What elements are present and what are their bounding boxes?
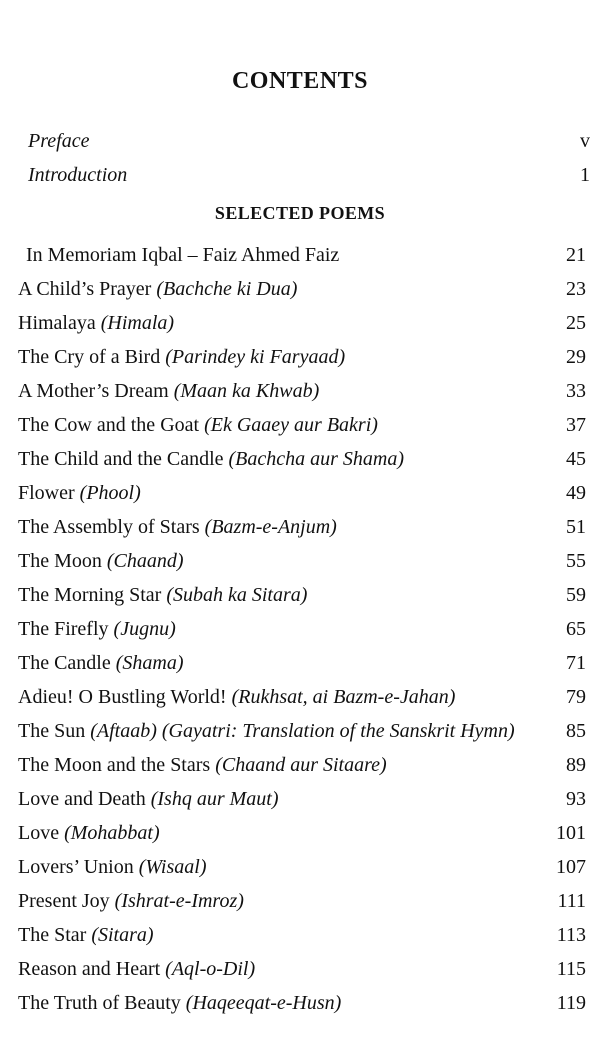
poem-original-title: (Ishq aur Maut)	[150, 787, 279, 810]
toc-entry-page: 119	[556, 991, 586, 1014]
toc-entry-page: 59	[566, 583, 586, 606]
toc-entry[interactable]	[18, 442, 586, 476]
poem-title: In Memoriam Iqbal – Faiz Ahmed Faiz	[26, 243, 340, 266]
toc-entry[interactable]	[18, 646, 586, 680]
toc-entry[interactable]	[18, 340, 586, 374]
front-matter-row-preface[interactable]	[28, 130, 590, 153]
toc-entry[interactable]	[18, 816, 586, 850]
poem-original-title: (Parindey ki Faryaad)	[165, 345, 346, 368]
front-matter-row-introduction[interactable]	[28, 164, 590, 187]
toc-entry-title	[18, 890, 244, 913]
toc-entry[interactable]	[18, 714, 586, 748]
toc-entry-page: 51	[566, 515, 586, 538]
poem-original-title: (Himala)	[100, 311, 175, 334]
toc-entry-title	[18, 380, 319, 403]
toc-entry-page: 107	[556, 855, 586, 878]
toc-entry-page: 33	[566, 379, 586, 402]
toc-entry-title	[18, 278, 297, 301]
front-matter-title: Introduction	[28, 164, 128, 186]
toc-entry-page: 115	[556, 957, 586, 980]
toc-entry-page: 111	[557, 889, 586, 912]
toc-entry[interactable]	[18, 680, 586, 714]
toc-entry-page: 29	[566, 345, 586, 368]
poem-original-title: (Rukhsat, ai Bazm-e-Jahan)	[231, 685, 456, 708]
poem-title: Adieu! O Bustling World!	[18, 685, 232, 708]
front-matter-page: v	[580, 130, 590, 152]
toc-entry[interactable]	[18, 850, 586, 884]
toc-entry[interactable]	[18, 476, 586, 510]
toc-entry[interactable]	[18, 986, 586, 1020]
poem-title: The Firefly	[18, 617, 114, 640]
poem-original-title: (Shama)	[115, 651, 184, 674]
poem-title: The Star	[18, 923, 92, 946]
toc-entry[interactable]	[18, 408, 586, 442]
toc-entry[interactable]	[18, 544, 586, 578]
toc-entry[interactable]	[18, 272, 586, 306]
toc-entry-page: 101	[556, 821, 586, 844]
toc-entry-page: 21	[566, 243, 586, 266]
poem-original-title: (Maan ka Khwab)	[173, 379, 320, 402]
poem-original-title: (Wisaal)	[138, 855, 207, 878]
poem-original-title: (Aql-o-Dil)	[165, 957, 256, 980]
toc-entry-page: 113	[556, 923, 586, 946]
front-matter-page: 1	[580, 164, 590, 186]
poem-title: The Sun	[18, 719, 91, 742]
poem-title: The Assembly of Stars	[18, 515, 205, 538]
toc-entry-title	[18, 992, 341, 1015]
poem-title: The Morning Star	[18, 583, 167, 606]
toc-entry[interactable]	[18, 374, 586, 408]
toc-entry[interactable]	[18, 306, 586, 340]
toc-entry-title	[18, 958, 255, 981]
toc-entry-title	[18, 448, 404, 471]
poem-original-title: (Chaand)	[106, 549, 184, 572]
toc-entry[interactable]	[18, 238, 586, 272]
toc-entry-page: 85	[566, 719, 586, 742]
toc-entry-page: 55	[566, 549, 586, 572]
toc-entry[interactable]	[18, 782, 586, 816]
poem-title: The Moon and the Stars	[18, 753, 216, 776]
toc-entry-page: 93	[566, 787, 586, 810]
toc-entry-title	[18, 550, 184, 573]
poem-original-title: (Ishrat-e-Imroz)	[114, 889, 244, 912]
toc-entry-page: 23	[566, 277, 586, 300]
toc-entry-title	[18, 924, 154, 947]
toc-entry-title	[18, 822, 160, 845]
toc-list	[18, 238, 586, 1020]
poem-title: Flower	[18, 481, 80, 504]
poem-original-title: (Mohabbat)	[64, 821, 160, 844]
toc-entry-title	[18, 346, 345, 369]
toc-entry-title	[18, 516, 337, 539]
poem-title: Love	[18, 821, 65, 844]
toc-entry-page: 79	[566, 685, 586, 708]
toc-entry-page: 25	[566, 311, 586, 334]
toc-entry[interactable]	[18, 510, 586, 544]
toc-entry-title	[18, 584, 307, 607]
poem-title: A Mother’s Dream	[18, 379, 174, 402]
poem-original-title: (Bazm-e-Anjum)	[204, 515, 337, 538]
poem-title: Love and Death	[18, 787, 151, 810]
poem-original-title: (Haqeeqat-e-Husn)	[185, 991, 342, 1014]
toc-entry-page: 49	[566, 481, 586, 504]
toc-entry-title	[18, 788, 279, 811]
toc-entry[interactable]	[18, 918, 586, 952]
toc-entry-title	[18, 720, 515, 743]
toc-entry-title	[18, 482, 141, 505]
toc-entry-title	[18, 414, 378, 437]
poem-original-title: (Subah ka Sitara)	[166, 583, 308, 606]
toc-entry-page: 37	[566, 413, 586, 436]
toc-entry[interactable]	[18, 578, 586, 612]
contents-heading: CONTENTS	[231, 68, 369, 94]
poem-title: Present Joy	[18, 889, 115, 912]
poem-title: Himalaya	[18, 311, 101, 334]
toc-entry[interactable]	[18, 748, 586, 782]
poem-original-title: (Ek Gaaey aur Bakri)	[204, 413, 378, 436]
poem-title: Reason and Heart	[18, 957, 166, 980]
toc-entry-title	[18, 312, 174, 335]
toc-entry[interactable]	[18, 612, 586, 646]
section-heading: SELECTED POEMS	[214, 203, 386, 223]
toc-entry-title	[18, 856, 207, 879]
poem-original-title: (Aftaab) (Gayatri: Translation of the Sanskrit Hymn)	[90, 719, 515, 742]
poem-title: The Cry of a Bird	[18, 345, 166, 368]
poem-title: The Child and the Candle	[18, 447, 229, 470]
front-matter-title: Preface	[28, 130, 90, 152]
poem-title: The Moon	[18, 549, 107, 572]
toc-entry-title	[18, 652, 184, 675]
toc-entry-title	[26, 244, 339, 267]
poem-title: The Candle	[18, 651, 116, 674]
poem-title: A Child’s Prayer	[18, 277, 157, 300]
poem-original-title: (Chaand aur Sitaare)	[215, 753, 387, 776]
poem-original-title: (Bachche ki Dua)	[156, 277, 298, 300]
poem-original-title: (Jugnu)	[113, 617, 176, 640]
toc-entry-title	[18, 686, 455, 709]
toc-entry[interactable]	[18, 884, 586, 918]
poem-original-title: (Phool)	[79, 481, 141, 504]
poem-original-title: (Sitara)	[91, 923, 154, 946]
toc-entry-page: 45	[566, 447, 586, 470]
toc-entry-page: 65	[566, 617, 586, 640]
toc-entry-title	[18, 754, 387, 777]
poem-original-title: (Bachcha aur Shama)	[228, 447, 405, 470]
toc-entry-title	[18, 618, 176, 641]
toc-entry-page: 71	[566, 651, 586, 674]
toc-entry-page: 89	[566, 753, 586, 776]
poem-title: The Truth of Beauty	[18, 991, 186, 1014]
toc-entry[interactable]	[18, 952, 586, 986]
poem-title: Lovers’ Union	[18, 855, 139, 878]
poem-title: The Cow and the Goat	[18, 413, 205, 436]
